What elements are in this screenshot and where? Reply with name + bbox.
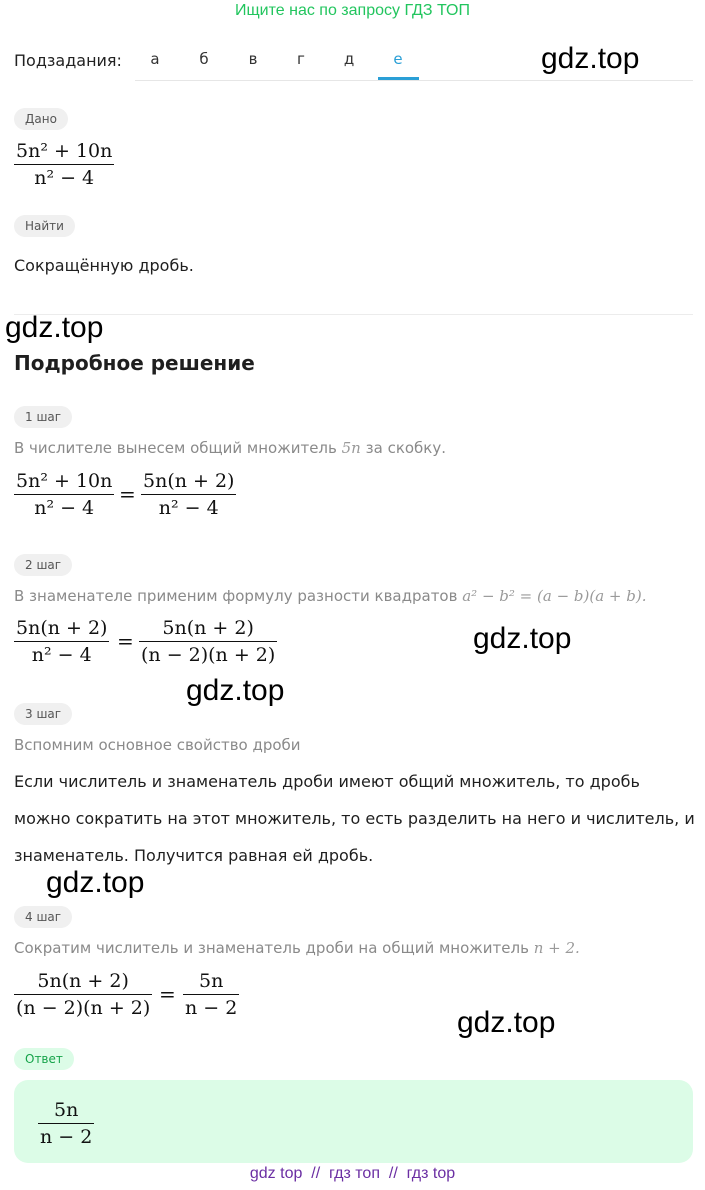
step-4-lhs-fraction <box>14 968 152 1021</box>
step-2-badge: 2 шаг <box>14 554 72 576</box>
fraction-denominator: n² − 4 <box>34 167 95 189</box>
find-badge: Найти <box>14 215 75 237</box>
step-1-desc-math: 5n <box>341 439 361 457</box>
tab-b[interactable]: б <box>199 50 209 68</box>
step-2-desc-text: В знаменателе применим формулу разности квадратов <box>14 587 458 605</box>
watermark: gdz.top <box>473 622 572 655</box>
equals-sign: = <box>117 629 134 653</box>
given-badge: Дано <box>14 108 68 130</box>
step-2-lhs-fraction <box>14 615 109 668</box>
equals-sign: = <box>159 982 176 1006</box>
fraction-denominator: n² − 4 <box>34 497 95 519</box>
step-4-description <box>14 939 580 957</box>
step-3-line: знаменатель. Получится равная ей дробь. <box>14 846 374 865</box>
watermark: gdz.top <box>457 1006 556 1039</box>
step-4-rhs-fraction <box>183 968 239 1021</box>
answer-badge: Ответ <box>14 1048 74 1070</box>
step-1-badge: 1 шаг <box>14 406 72 428</box>
fraction-denominator: (n − 2)(n + 2) <box>141 644 276 666</box>
equals-sign: = <box>119 482 136 506</box>
answer-box <box>14 1080 693 1163</box>
fraction-numerator: 5n <box>199 970 224 992</box>
given-fraction <box>14 138 114 191</box>
tab-v[interactable]: в <box>248 50 258 68</box>
tab-d[interactable]: д <box>343 50 355 68</box>
subtasks-label: Подзадания: <box>14 51 122 70</box>
step-1-desc-text: В числителе вынесем общий множитель <box>14 439 337 457</box>
step-3-badge: 3 шаг <box>14 703 72 725</box>
step-2-desc-math: a² − b² = (a − b)(a + b). <box>462 587 647 605</box>
watermark: gdz.top <box>46 866 145 899</box>
step-3-line: можно сократить на этот множитель, то есть разделить на него и числитель, и <box>14 809 695 828</box>
search-banner: Ищите нас по запросу ГДЗ ТОП <box>235 2 470 19</box>
step-2-description <box>14 587 647 605</box>
fraction-denominator: n² − 4 <box>31 644 92 666</box>
step-1-description <box>14 439 446 457</box>
find-text: Сокращённую дробь. <box>14 256 194 275</box>
fraction-numerator: 5n(n + 2) <box>162 617 254 639</box>
fraction-denominator: (n − 2)(n + 2) <box>16 997 151 1019</box>
step-1-lhs-fraction <box>14 468 114 521</box>
step-3-description: Вспомним основное свойство дроби <box>14 736 301 754</box>
fraction-denominator: n² − 4 <box>158 497 219 519</box>
footer-links: gdz top // гдз топ // гдз top <box>249 1165 456 1182</box>
fraction-numerator: 5n(n + 2) <box>37 970 129 992</box>
answer-fraction <box>38 1097 94 1150</box>
fraction-numerator: 5n² + 10n <box>16 140 113 162</box>
active-tab-indicator <box>378 77 419 80</box>
tab-a[interactable]: а <box>150 50 160 68</box>
step-4-desc-math: n + 2. <box>533 939 580 957</box>
step-1-desc-end: за скобку. <box>365 439 447 457</box>
fraction-numerator: 5n(n + 2) <box>143 470 235 492</box>
step-1-rhs-fraction <box>141 468 236 521</box>
fraction-denominator: n − 2 <box>185 997 238 1019</box>
fraction-numerator: 5n(n + 2) <box>16 617 108 639</box>
watermark: gdz.top <box>186 674 285 707</box>
tab-e[interactable]: е <box>393 50 403 68</box>
tab-g[interactable]: г <box>297 50 305 68</box>
step-2-rhs-fraction <box>139 615 277 668</box>
solution-title: Подробное решение <box>14 351 255 375</box>
watermark: gdz.top <box>541 42 640 75</box>
fraction-numerator: 5n <box>54 1099 79 1121</box>
watermark: gdz.top <box>5 311 104 344</box>
step-3-line: Если числитель и знаменатель дроби имеют общий множитель, то дробь <box>14 772 640 791</box>
fraction-numerator: 5n² + 10n <box>16 470 113 492</box>
fraction-denominator: n − 2 <box>40 1126 93 1148</box>
step-4-desc-text: Сократим числитель и знаменатель дроби на общий множитель <box>14 939 529 957</box>
section-divider <box>14 314 693 315</box>
step-4-badge: 4 шаг <box>14 906 72 928</box>
